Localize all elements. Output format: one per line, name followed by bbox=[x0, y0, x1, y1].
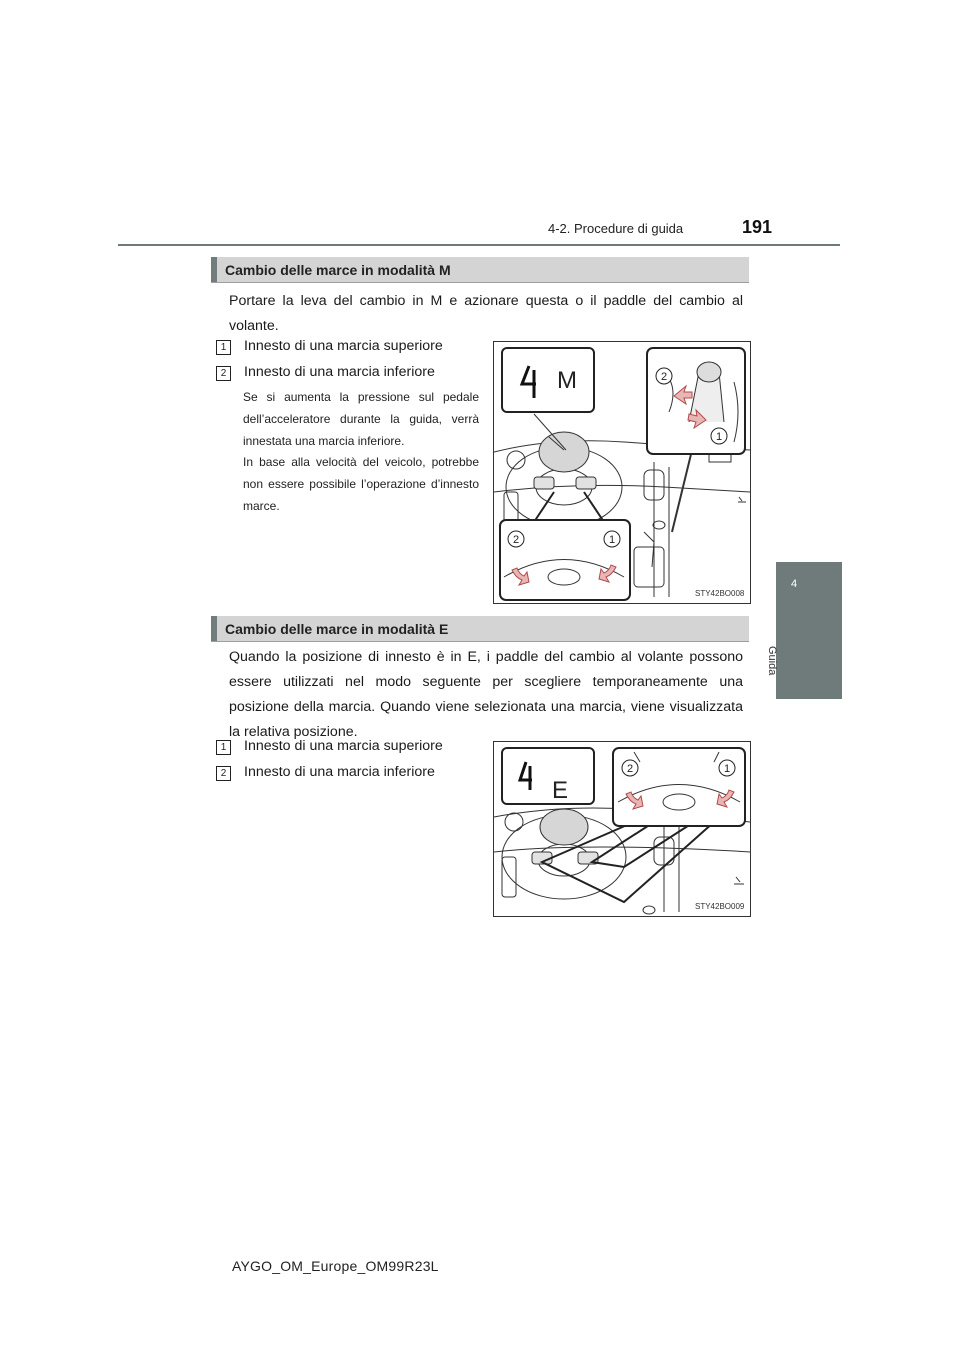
callout-1: 1 bbox=[723, 763, 731, 775]
figure-code: STY42BO009 bbox=[695, 902, 745, 911]
list-item-text: Innesto di una marcia superiore bbox=[244, 338, 443, 354]
chapter-tab bbox=[776, 562, 842, 699]
callout-1: 1 bbox=[608, 534, 616, 546]
header-divider bbox=[118, 244, 840, 246]
section-heading-mode-m bbox=[211, 257, 749, 283]
illustration-drawing bbox=[494, 742, 750, 916]
section-title: Cambio delle marce in modalità M bbox=[225, 262, 451, 278]
callout-number: 1 bbox=[216, 340, 231, 355]
figure-code: STY42BO008 bbox=[695, 589, 745, 598]
note-paragraph: Se si aumenta la pressione sul pedale dell’acceleratore durante la guida, verrà innestata una marcia inferiore. bbox=[243, 390, 479, 448]
illustration-drawing bbox=[494, 342, 750, 603]
callout-number: 2 bbox=[216, 366, 231, 381]
document-code: AYGO_OM_Europe_OM99R23L bbox=[232, 1258, 439, 1274]
section-heading-mode-e bbox=[211, 616, 749, 642]
chapter-tab-number: 4 bbox=[790, 578, 798, 590]
callout-2: 2 bbox=[512, 534, 520, 546]
callout-1: 1 bbox=[715, 431, 723, 443]
list-item-text: Innesto di una marcia superiore bbox=[244, 738, 443, 754]
section-title: Cambio delle marce in modalità E bbox=[225, 621, 449, 637]
list-item-text: Innesto di una marcia inferiore bbox=[244, 764, 435, 780]
callout-2: 2 bbox=[660, 371, 668, 383]
illustration-shift-mode-e bbox=[493, 741, 751, 917]
callout-2: 2 bbox=[626, 763, 634, 775]
section-reference: 4-2. Procedure di guida bbox=[548, 221, 684, 236]
heading-bar bbox=[211, 257, 217, 282]
illustration-shift-mode-m bbox=[493, 341, 751, 604]
display-mode-letter: M bbox=[557, 367, 577, 394]
callout-number: 1 bbox=[216, 740, 231, 755]
display-mode-letter: E bbox=[552, 777, 569, 804]
heading-bar bbox=[211, 616, 217, 641]
list-item-text: Innesto di una marcia inferiore bbox=[244, 364, 435, 380]
callout-number: 2 bbox=[216, 766, 231, 781]
intro-paragraph: Quando la posizione di innesto è in E, i paddle del cambio al volante possono essere utilizzati nel modo seguente per scegliere temporaneamente una posizione della marcia. Quando viene selezionata una marcia, viene visualizzata la relativa posizione. bbox=[229, 649, 743, 740]
page-number: 191 bbox=[742, 217, 773, 237]
chapter-tab-label: Guida bbox=[766, 646, 778, 676]
note-paragraph: In base alla velocità del veicolo, potrebbe non essere possibile l’operazione d’innesto marce. bbox=[243, 455, 479, 513]
intro-paragraph: Portare la leva del cambio in M e azionare questa o il paddle del cambio al volante. bbox=[229, 293, 743, 334]
